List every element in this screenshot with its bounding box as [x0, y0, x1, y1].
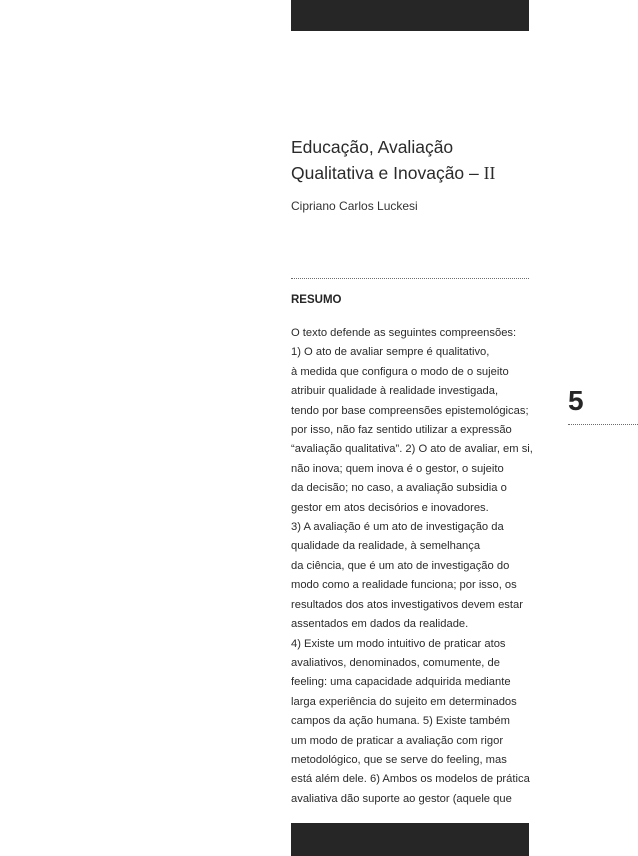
- chapter-number: 5: [568, 385, 584, 416]
- abstract-line: campos da ação humana. 5) Existe também: [291, 715, 510, 728]
- abstract-line: feeling: uma capacidade adquirida mediante: [291, 676, 511, 689]
- abstract-line: por isso, não faz sentido utilizar a expressão: [291, 424, 512, 437]
- abstract-line: assentados em dados da realidade.: [291, 618, 469, 631]
- abstract-line: qualidade da realidade, à semelhança: [291, 540, 481, 553]
- abstract-line: metodológico, que se serve do feeling, mas: [291, 753, 507, 766]
- abstract-line: está além dele. 6) Ambos os modelos de prática: [291, 773, 530, 786]
- abstract-line: não inova; quem inova é o gestor, o sujeito: [291, 462, 504, 475]
- abstract-line: avaliativos, denominados, comumente, de: [291, 656, 500, 669]
- abstract-line: 4) Existe um modo intuitivo de praticar atos: [291, 637, 506, 650]
- section-divider: [291, 278, 529, 279]
- abstract-line: da decisão; no caso, a avaliação subsidia o: [291, 482, 507, 495]
- header-bar: [291, 0, 529, 31]
- abstract-line: O texto defende as seguintes compreensões:: [291, 327, 517, 339]
- chapter-divider: [568, 424, 638, 425]
- abstract-line: modo como a realidade funciona; por isso, os: [291, 579, 517, 592]
- abstract-line: tendo por base compreensões epistemológicas;: [291, 404, 529, 417]
- abstract-line: gestor em atos decisórios e inovadores.: [291, 501, 489, 514]
- footer-bar: [291, 823, 529, 856]
- abstract-body: [291, 324, 541, 809]
- abstract-line: avaliativa dão suporte ao gestor (aquele que: [291, 792, 512, 805]
- abstract-line: resultados dos atos investigativos devem estar: [291, 598, 523, 611]
- title-roman-numeral: II: [483, 163, 496, 183]
- title-line-1: Educação, Avaliação: [291, 137, 454, 157]
- abstract-line: à medida que configura o modo de o sujeito: [291, 365, 509, 378]
- abstract-line: 1) O ato de avaliar sempre é qualitativo,: [291, 346, 490, 359]
- abstract-line: atribuir qualidade à realidade investigada,: [291, 385, 499, 398]
- title-line-2: Qualitativa e Inovação –: [291, 163, 479, 183]
- abstract-line: da ciência, que é um ato de investigação do: [291, 559, 510, 572]
- article-title: [291, 134, 551, 186]
- abstract-line: 3) A avaliação é um ato de investigação da: [291, 521, 504, 534]
- abstract-line: larga experiência do sujeito em determinados: [291, 695, 517, 708]
- abstract-heading: RESUMO: [291, 294, 342, 306]
- author-name: Cipriano Carlos Luckesi: [291, 199, 418, 213]
- abstract-line: “avaliação qualitativa”. 2) O ato de avaliar, em si,: [291, 443, 533, 456]
- abstract-line: um modo de praticar a avaliação com rigor: [291, 734, 504, 747]
